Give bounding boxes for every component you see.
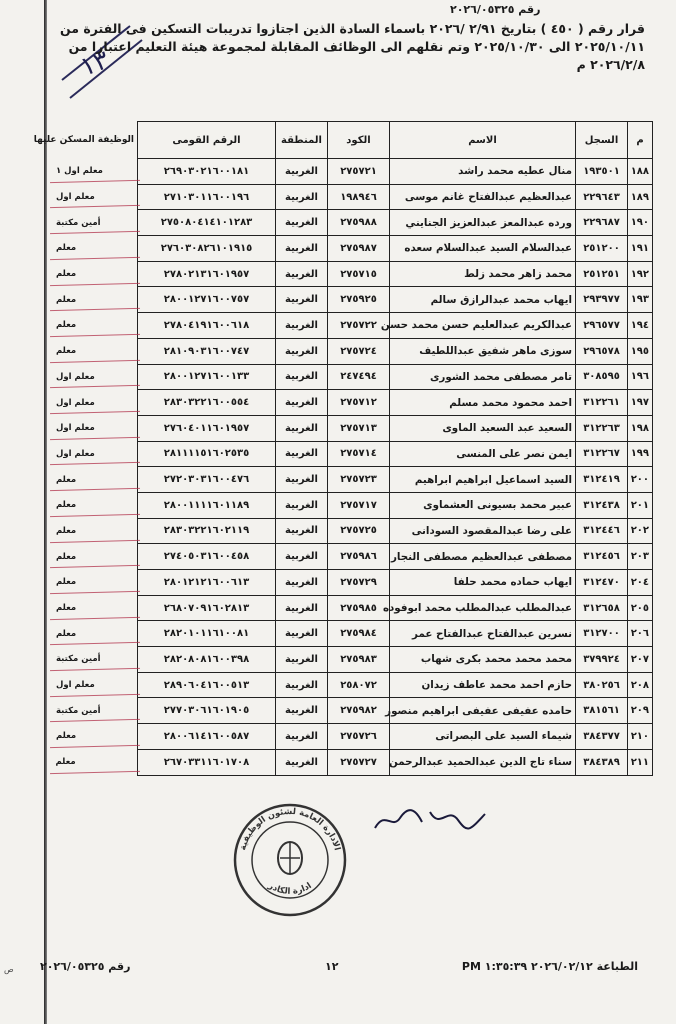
cell-code: ٢٧٥٧٢٤ bbox=[328, 338, 390, 364]
cell-job: معلم bbox=[56, 269, 77, 280]
cell-name: ورده عبدالمعز عبدالعزيز الجنايني bbox=[390, 210, 576, 236]
cell-national-id: ٢٨٣٠٣٢٢١٦٠٠٥٥٤ bbox=[138, 390, 276, 416]
cell-region: الغربية bbox=[276, 364, 328, 390]
cell-name: عبير محمد بسيونى العشماوى bbox=[390, 492, 576, 518]
cell-region: الغربية bbox=[276, 210, 328, 236]
cell-job: أمين مكتبة bbox=[56, 705, 101, 716]
table-row bbox=[53, 287, 653, 313]
cell-region: الغربية bbox=[276, 647, 328, 673]
cell-serial: ١٩١ bbox=[628, 236, 653, 262]
cell-code: ٢٧٥٧١٢ bbox=[328, 390, 390, 416]
cell-job: معلم bbox=[56, 628, 77, 639]
cell-record: ٢٢٩٦٤٣ bbox=[576, 184, 628, 210]
header-line-2: ٢٠٢٥/١٠/١١ الى ٢٠٢٥/١٠/٣٠ وتم نقلهم الى الوظائف المقابلة لمجموعة هيئة التعليم اعتبارا من ٢٠٢٦/٢/٨ م bbox=[68, 39, 645, 72]
cell-job: أمين مكتبة bbox=[56, 654, 101, 665]
cell-job: معلم bbox=[56, 731, 77, 742]
table-row bbox=[53, 570, 653, 596]
cell-region: الغربية bbox=[276, 724, 328, 750]
cell-national-id: ٢٧٦٠٣٠٨٢٦١٠١٩١٥ bbox=[138, 236, 276, 262]
cell-record: ٣١٢٢٦١ bbox=[576, 390, 628, 416]
cell-code: ٢٤٧٤٩٤ bbox=[328, 364, 390, 390]
table-header-row bbox=[53, 122, 653, 159]
cell-national-id: ٢٨٢٠٨٠٨١٦٠٠٣٩٨ bbox=[138, 647, 276, 673]
cell-code: ٢٥٨٠٧٢ bbox=[328, 672, 390, 698]
cell-serial: ٢٠١ bbox=[628, 492, 653, 518]
cell-job: معلم bbox=[56, 243, 77, 254]
cell-job: معلم bbox=[56, 603, 77, 614]
cell-name: عبدالكريم عبدالعليم حسن محمد حسن bbox=[390, 313, 576, 339]
cell-serial: ١٩٤ bbox=[628, 313, 653, 339]
cell-record: ٣٧٩٩٢٤ bbox=[576, 647, 628, 673]
page-fold-shadow bbox=[44, 0, 47, 1024]
cell-record: ٣٨١٥٦١ bbox=[576, 698, 628, 724]
decision-header bbox=[60, 20, 645, 74]
cell-record: ٣٨٤٣٨٩ bbox=[576, 749, 628, 775]
corner-mark: ص bbox=[4, 965, 14, 974]
cell-national-id: ٢٦٨٠٧٠٩١٦٠٢٨١٣ bbox=[138, 595, 276, 621]
cell-job: أمين مكتبة bbox=[56, 217, 101, 228]
cell-job: معلم bbox=[56, 346, 77, 357]
cell-name: على رضا عبدالمقصود السودانى bbox=[390, 518, 576, 544]
cell-name: ايهاب حماده محمد حلفا bbox=[390, 570, 576, 596]
cell-national-id: ٢٧٥٠٨٠٤١٤١٠١٢٨٣ bbox=[138, 210, 276, 236]
cell-record: ١٩٣٥٠١ bbox=[576, 159, 628, 185]
cell-record: ٣١٢٦٥٨ bbox=[576, 595, 628, 621]
cell-name: عبدالسلام السيد عبدالسلام سعده bbox=[390, 236, 576, 262]
cell-region: الغربية bbox=[276, 492, 328, 518]
cell-serial: ١٩٥ bbox=[628, 338, 653, 364]
table-row bbox=[53, 390, 653, 416]
cell-job: معلم bbox=[56, 525, 77, 536]
cell-name: منال عطيه محمد راشد bbox=[390, 159, 576, 185]
cell-national-id: ٢٧٨٠٤١٩١٦٠٠٦١٨ bbox=[138, 313, 276, 339]
cell-name: شيماء السيد على البصراتى bbox=[390, 724, 576, 750]
col-record: السجل bbox=[576, 122, 628, 159]
cell-national-id: ٢٨١١١١٥١٦٠٢٥٣٥ bbox=[138, 441, 276, 467]
cell-national-id: ٢٨٠٠١٢٧١٦٠٠١٣٣ bbox=[138, 364, 276, 390]
cell-code: ٢٧٥٩٨٥ bbox=[328, 595, 390, 621]
official-seal bbox=[230, 800, 350, 920]
cell-national-id: ٢٧٧٠٣٠٦١٦٠١٩٠٥ bbox=[138, 698, 276, 724]
table-row bbox=[53, 595, 653, 621]
cell-job: معلم اول bbox=[56, 371, 95, 382]
cell-region: الغربية bbox=[276, 313, 328, 339]
cell-record: ٣١٢٤١٩ bbox=[576, 467, 628, 493]
cell-serial: ٢٠٩ bbox=[628, 698, 653, 724]
cell-name: حازم احمد محمد عاطف زيدان bbox=[390, 672, 576, 698]
cell-region: الغربية bbox=[276, 261, 328, 287]
cell-serial: ٢٠٧ bbox=[628, 647, 653, 673]
table-row bbox=[53, 364, 653, 390]
cell-code: ٢٧٥٧٢٣ bbox=[328, 467, 390, 493]
table-row bbox=[53, 261, 653, 287]
cell-national-id: ٢٨١٠٩٠٣١٦٠٠٧٤٧ bbox=[138, 338, 276, 364]
cell-region: الغربية bbox=[276, 570, 328, 596]
cell-region: الغربية bbox=[276, 544, 328, 570]
staff-table bbox=[33, 121, 653, 776]
col-name: الاسم bbox=[390, 122, 576, 159]
cell-code: ٢٧٥٩٨٣ bbox=[328, 647, 390, 673]
table-row bbox=[53, 338, 653, 364]
cell-national-id: ٢٨٩٠٦٠٤١٦٠٠٥١٣ bbox=[138, 672, 276, 698]
table-row bbox=[53, 441, 653, 467]
seal-bottom-text: ادارة الكادر bbox=[266, 880, 314, 897]
cell-code: ٢٧٥٩٢٥ bbox=[328, 287, 390, 313]
cell-name: مصطفى عبدالعظيم مصطفى النجار bbox=[390, 544, 576, 570]
col-serial: م bbox=[628, 122, 653, 159]
cell-name: احمد محمود محمد مسلم bbox=[390, 390, 576, 416]
cell-serial: ٢١٠ bbox=[628, 724, 653, 750]
cell-region: الغربية bbox=[276, 338, 328, 364]
signature bbox=[370, 800, 490, 840]
cell-record: ٣٨٠٢٥٦ bbox=[576, 672, 628, 698]
table-row bbox=[53, 467, 653, 493]
handwritten-number: ١٣ bbox=[76, 44, 113, 83]
cell-record: ٢٩٣٩٧٧ bbox=[576, 287, 628, 313]
cell-national-id: ٢٧٢٠٣٠٣١٦٠٠٤٧٦ bbox=[138, 467, 276, 493]
cell-job: معلم bbox=[55, 757, 76, 768]
cell-job: معلم اول bbox=[56, 448, 95, 459]
cell-job: معلم bbox=[56, 577, 77, 588]
col-region: المنطقة bbox=[276, 122, 328, 159]
cell-name: السعيد عبد السعيد الماوى bbox=[390, 415, 576, 441]
cell-record: ٣١٢٤٧٠ bbox=[576, 570, 628, 596]
table-row bbox=[53, 621, 653, 647]
table-row bbox=[53, 415, 653, 441]
cell-record: ٣١٢٢٦٣ bbox=[576, 415, 628, 441]
cell-record: ٢٩٦٥٧٧ bbox=[576, 313, 628, 339]
col-code: الكود bbox=[328, 122, 390, 159]
header-line-1: قرار رقم ( ٤٥٠ ) بتاريخ ٢/٩١ /٢٠٢٦ باسماء السادة الذين اجتازوا تدريبات التسكين فى الفترة من bbox=[59, 21, 645, 36]
cell-national-id: ٢٧٦٠٤٠١١٦٠١٩٥٧ bbox=[138, 415, 276, 441]
cell-serial: ٢٠٤ bbox=[628, 570, 653, 596]
table-row bbox=[53, 313, 653, 339]
cell-region: الغربية bbox=[276, 287, 328, 313]
cell-record: ٢٥١٢٠٠ bbox=[576, 236, 628, 262]
cell-serial: ١٩٢ bbox=[628, 261, 653, 287]
cell-national-id: ٢٨٠١٢١٢١٦٠٠٦١٣ bbox=[138, 570, 276, 596]
cell-serial: ٢١١ bbox=[628, 749, 653, 775]
page-number: ١٢ bbox=[325, 960, 339, 973]
cell-code: ٢٧٥٧٢٧ bbox=[328, 749, 390, 775]
cell-record: ٣١٢٧٠٠ bbox=[576, 621, 628, 647]
cell-code: ٢٧٥٧١٣ bbox=[328, 415, 390, 441]
print-timestamp: الطباعة ٢٠٢٦/٠٢/١٢ ١:٣٥:٣٩ PM bbox=[461, 960, 638, 973]
table-row bbox=[53, 724, 653, 750]
cell-national-id: ٢٨٠٠١١١١٦٠١١٨٩ bbox=[138, 492, 276, 518]
cell-serial: ١٨٨ bbox=[628, 159, 653, 185]
table-row bbox=[53, 210, 653, 236]
cell-region: الغربية bbox=[276, 415, 328, 441]
cell-national-id: ٢٨٢٠١٠١١٦١٠٠٨١ bbox=[138, 621, 276, 647]
cell-code: ٢٧٥٩٨٤ bbox=[328, 621, 390, 647]
cell-serial: ٢٠٥ bbox=[628, 595, 653, 621]
cell-national-id: ٢٨٠٠٦١٤١٦٠٠٥٨٧ bbox=[138, 724, 276, 750]
table-row bbox=[53, 698, 653, 724]
cell-name: ايمن نصر على المنسى bbox=[390, 441, 576, 467]
table-row bbox=[53, 184, 653, 210]
cell-job: معلم اول bbox=[56, 680, 95, 691]
cell-record: ٣١٢٢٦٧ bbox=[576, 441, 628, 467]
cell-name: محمد زاهر محمد زلط bbox=[390, 261, 576, 287]
cell-record: ٢٥١٢٥١ bbox=[576, 261, 628, 287]
cell-serial: ٢٠٠ bbox=[628, 467, 653, 493]
cell-national-id: ٢٦٩٠٣٠٢١٦٠٠١٨١ bbox=[138, 159, 276, 185]
table-row bbox=[53, 236, 653, 262]
cell-code: ٢٧٥٩٨٦ bbox=[328, 544, 390, 570]
cell-national-id: ٢٧٨٠٢١٣١٦٠١٩٥٧ bbox=[138, 261, 276, 287]
cell-region: الغربية bbox=[276, 518, 328, 544]
cell-name: حامده عفيفى عفيفى ابراهيم منصور bbox=[390, 698, 576, 724]
cell-name: سناء تاج الدين عبدالحميد عبدالرحمن bbox=[390, 749, 576, 775]
table-row bbox=[53, 159, 653, 185]
cell-job: معلم اول ١ bbox=[56, 166, 103, 177]
cell-code: ٢٧٥٧٢٦ bbox=[328, 724, 390, 750]
cell-record: ٣٨٤٣٧٧ bbox=[576, 724, 628, 750]
cell-serial: ١٨٩ bbox=[628, 184, 653, 210]
table-row bbox=[53, 518, 653, 544]
cell-serial: ١٩٦ bbox=[628, 364, 653, 390]
cell-code: ٢٧٥٧١٤ bbox=[328, 441, 390, 467]
cell-record: ٢٢٩٦٨٧ bbox=[576, 210, 628, 236]
cell-record: ٢٩٦٥٧٨ bbox=[576, 338, 628, 364]
cell-region: الغربية bbox=[276, 595, 328, 621]
cell-name: عبدالعظيم عبدالفتاح غانم موسى bbox=[390, 184, 576, 210]
cell-record: ٣١٢٤٤٦ bbox=[576, 518, 628, 544]
cell-region: الغربية bbox=[276, 621, 328, 647]
cell-code: ٢٧٥٧١٧ bbox=[328, 492, 390, 518]
cell-region: الغربية bbox=[276, 236, 328, 262]
cell-code: ٢٧٥٩٨٢ bbox=[328, 698, 390, 724]
cell-name: نسرين عبدالفتاح عبدالفتاح عمر bbox=[390, 621, 576, 647]
cell-code: ٢٧٥٧٢٩ bbox=[328, 570, 390, 596]
table-row bbox=[53, 544, 653, 570]
table-row bbox=[53, 492, 653, 518]
cell-serial: ٢٠٣ bbox=[628, 544, 653, 570]
cell-region: الغربية bbox=[276, 441, 328, 467]
cell-code: ٢٧٥٩٨٧ bbox=[328, 236, 390, 262]
cell-serial: ٢٠٢ bbox=[628, 518, 653, 544]
col-job: الوظيفة المسكن عليها bbox=[33, 135, 134, 145]
cell-job: معلم اول bbox=[56, 192, 95, 203]
cell-record: ٣١٢٤٥٦ bbox=[576, 544, 628, 570]
cell-region: الغربية bbox=[276, 698, 328, 724]
cell-region: الغربية bbox=[276, 749, 328, 775]
seal-outer-text: الادارة العامة لشئون الوظيفية bbox=[238, 806, 342, 852]
cell-code: ٢٧٥٩٨٨ bbox=[328, 210, 390, 236]
table-row bbox=[53, 647, 653, 673]
cell-record: ٣١٢٤٣٨ bbox=[576, 492, 628, 518]
cell-region: الغربية bbox=[276, 467, 328, 493]
cell-national-id: ٢٧٤٠٥٠٣١٦٠٠٤٥٨ bbox=[138, 544, 276, 570]
cell-name: تامر مصطفى محمد الشورى bbox=[390, 364, 576, 390]
cell-job: معلم bbox=[56, 551, 77, 562]
cell-region: الغربية bbox=[276, 184, 328, 210]
cell-serial: ٢٠٨ bbox=[628, 672, 653, 698]
cell-serial: ١٩٧ bbox=[628, 390, 653, 416]
cell-serial: ١٩٩ bbox=[628, 441, 653, 467]
cell-serial: ٢٠٦ bbox=[628, 621, 653, 647]
cell-name: ايهاب محمد عبدالرازق سالم bbox=[390, 287, 576, 313]
cell-serial: ١٩٠ bbox=[628, 210, 653, 236]
cell-name: محمد محمد محمد بكرى شهاب bbox=[390, 647, 576, 673]
cell-job: معلم اول bbox=[56, 397, 95, 408]
cell-name: عبدالمطلب عبدالمطلب محمد ابوفوده bbox=[390, 595, 576, 621]
cell-job: معلم bbox=[56, 500, 77, 511]
cell-job: معلم bbox=[56, 474, 77, 485]
cell-national-id: ٢٦٧٠٣٣١١٦٠١٧٠٨ bbox=[138, 749, 276, 775]
cell-job: معلم bbox=[56, 320, 77, 331]
cell-code: ١٩٨٩٤٦ bbox=[328, 184, 390, 210]
cell-national-id: ٢٨٠٠١٢٧١٦٠٠٧٥٧ bbox=[138, 287, 276, 313]
cell-serial: ١٩٣ bbox=[628, 287, 653, 313]
cell-national-id: ٢٨٣٠٣٢٢١٦٠٢١١٩ bbox=[138, 518, 276, 544]
cell-national-id: ٢٧١٠٣٠١١٦٠٠١٩٦ bbox=[138, 184, 276, 210]
cell-code: ٢٧٥٧٢٢ bbox=[328, 313, 390, 339]
cell-code: ٢٧٥٧٢٥ bbox=[328, 518, 390, 544]
cell-record: ٣٠٨٥٩٥ bbox=[576, 364, 628, 390]
footer-ref: رقم ٢٠٢٦/٠٥٣٢٥ bbox=[40, 960, 131, 973]
col-national-id: الرقم القومى bbox=[138, 122, 276, 159]
cell-serial: ١٩٨ bbox=[628, 415, 653, 441]
cell-name: السيد اسماعيل ابراهيم ابراهيم bbox=[390, 467, 576, 493]
cell-region: الغربية bbox=[276, 672, 328, 698]
cell-job: معلم bbox=[56, 294, 77, 305]
cell-code: ٢٧٥٧٢١ bbox=[328, 159, 390, 185]
table-row bbox=[53, 749, 653, 775]
cell-region: الغربية bbox=[276, 159, 328, 185]
cell-job: معلم اول bbox=[56, 423, 95, 434]
cell-name: سوزى ماهر شفيق عبداللطيف bbox=[390, 338, 576, 364]
table-row bbox=[53, 672, 653, 698]
cell-code: ٢٧٥٧١٥ bbox=[328, 261, 390, 287]
cell-region: الغربية bbox=[276, 390, 328, 416]
reference-number-top: رقم ٢٠٢٦/٠٥٣٢٥ bbox=[450, 3, 541, 16]
